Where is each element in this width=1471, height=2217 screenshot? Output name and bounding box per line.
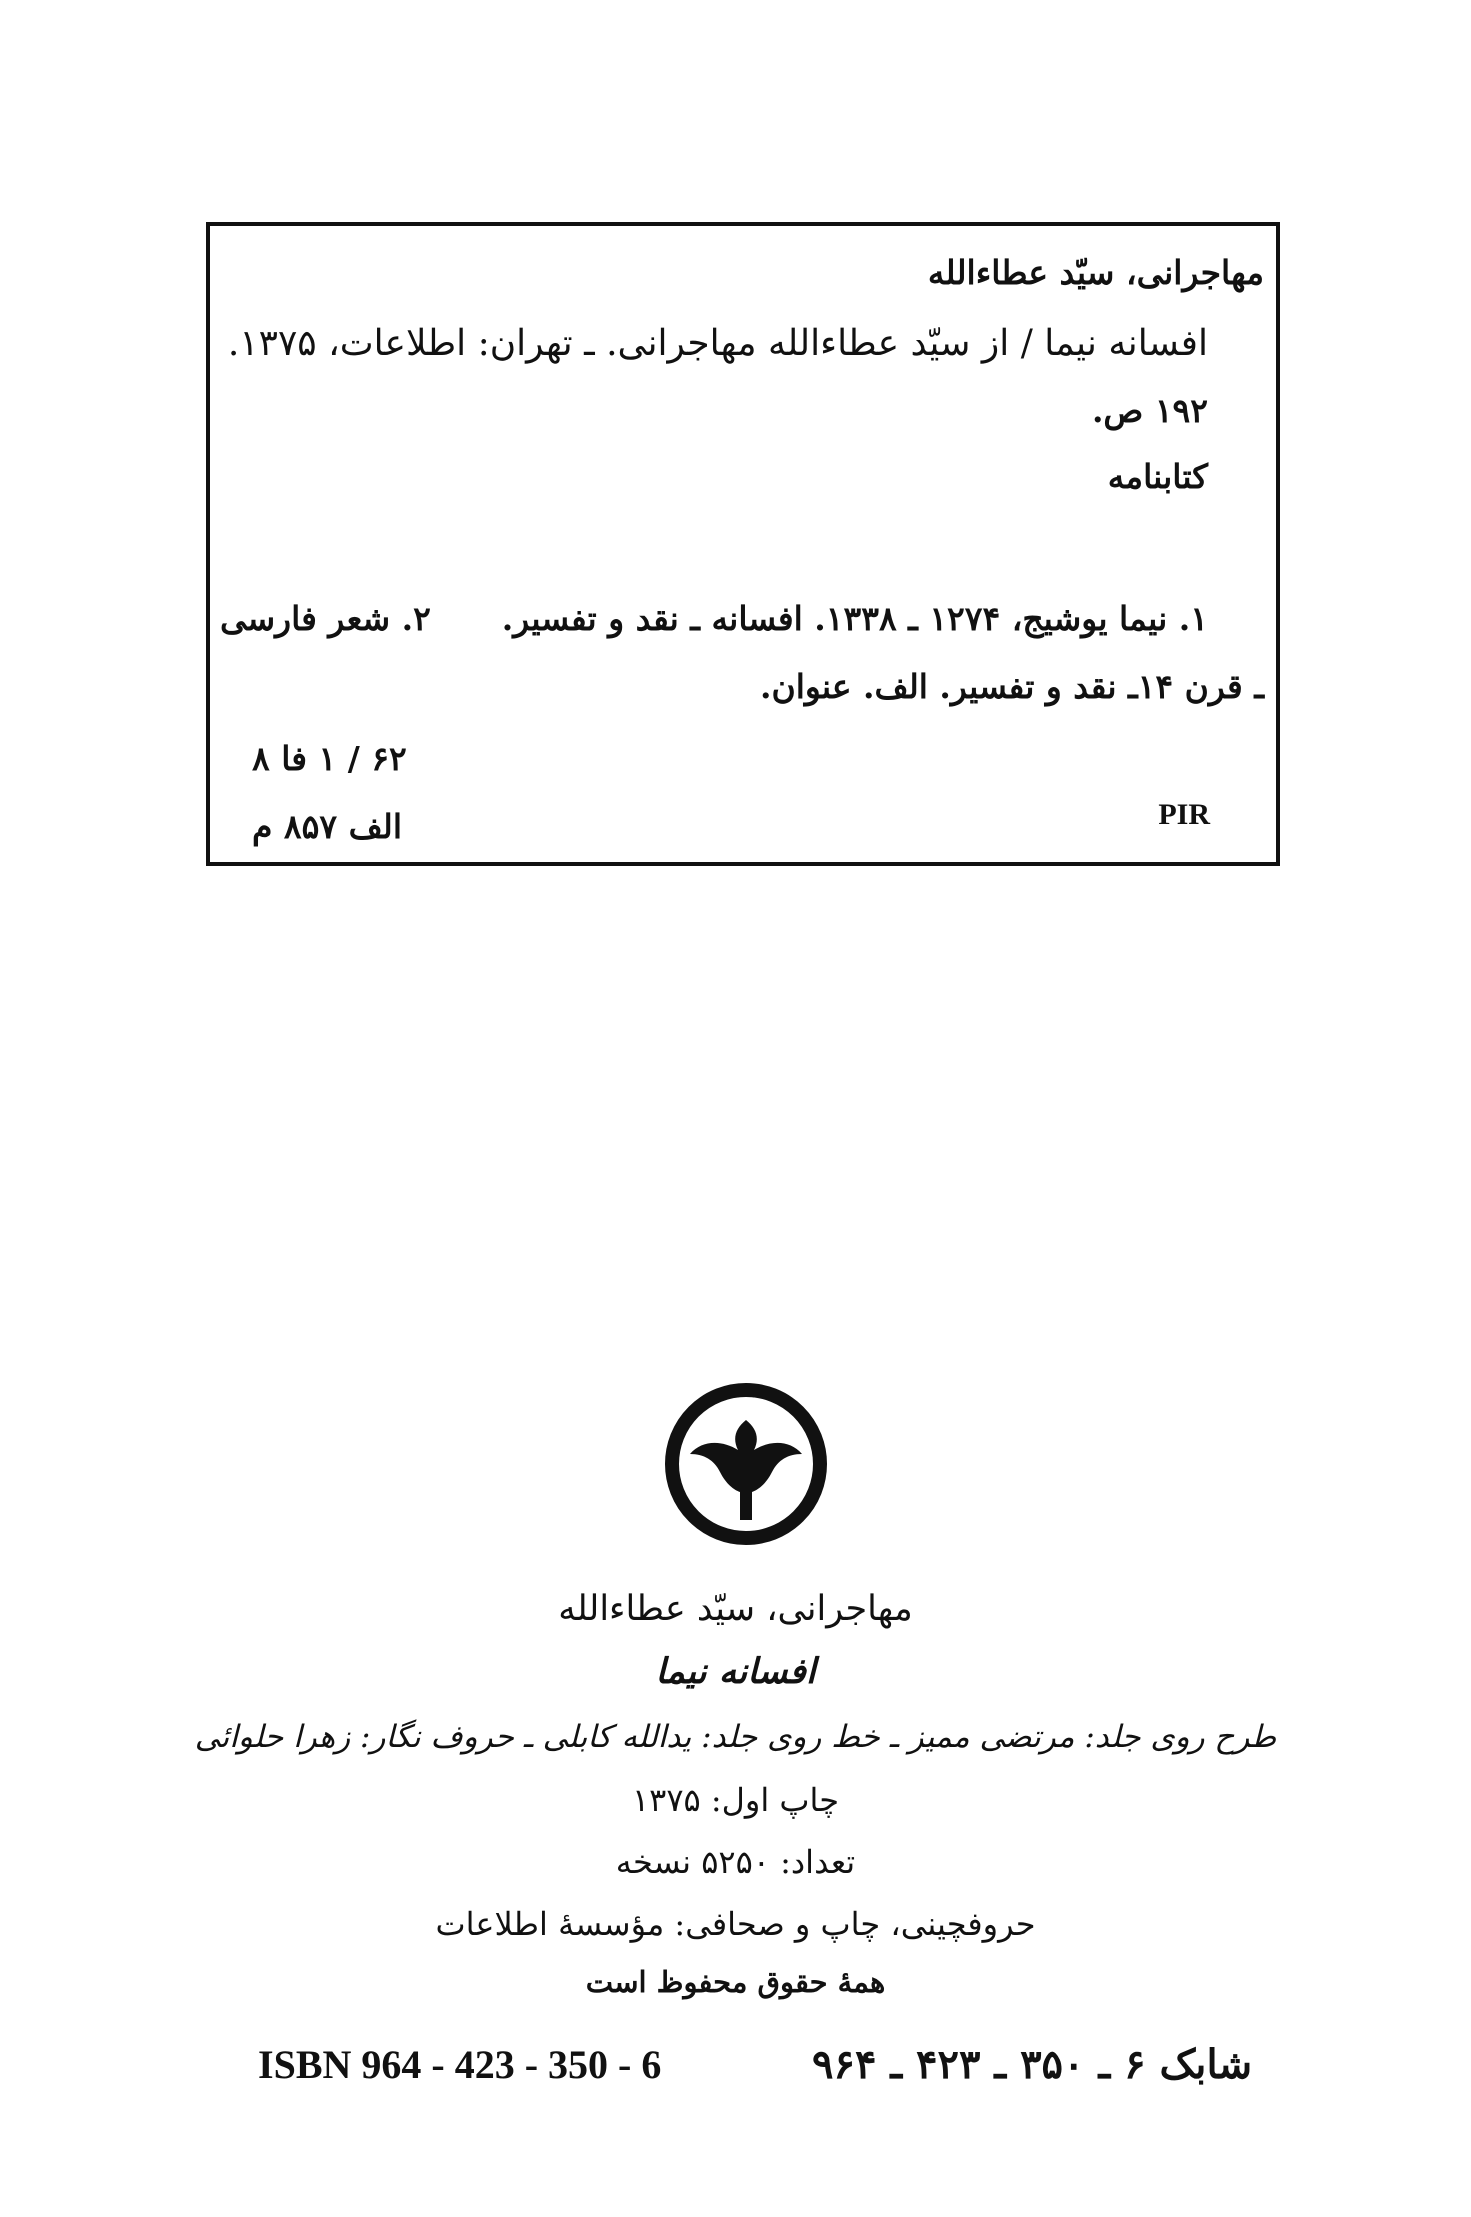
- card-subject-1: ۱. نیما یوشیج، ۱۲۷۴ ـ ۱۳۳۸. افسانه ـ نقد و تفسیر.: [501, 599, 1208, 638]
- card-classification-1: ۶۲ / ۱ فا ۸: [252, 739, 407, 778]
- imprint-rights: همهٔ حقوق محفوظ است: [585, 1965, 886, 1999]
- card-author: مهاجرانی، سیّد عطاءالله: [927, 253, 1264, 292]
- imprint-shabak: شابک ۶ ـ ۳۵۰ ـ ۴۲۳ ـ ۹۶۴: [812, 2041, 1253, 2088]
- publisher-emblem-icon: [662, 1380, 830, 1548]
- imprint-isbn: ISBN 964 - 423 - 350 - 6: [258, 2042, 662, 2087]
- card-subject-3: ـ قرن ۱۴ـ نقد و تفسیر. الف. عنوان.: [759, 667, 1264, 706]
- card-classification-2: الف ۸۵۷ م: [252, 807, 402, 846]
- imprint-edition: چاپ اول: ۱۳۷۵: [631, 1781, 840, 1819]
- imprint-title: افسانه نیما: [655, 1651, 816, 1692]
- catalog-card: [206, 222, 1280, 866]
- card-title-line: افسانه نیما / از سیّد عطاءالله مهاجرانی. ـ تهران: اطلاعات، ۱۳۷۵.: [227, 323, 1208, 364]
- card-bibliography: کتابنامه: [1107, 457, 1208, 496]
- card-subject-2: ۲. شعر فارسی: [220, 599, 431, 638]
- card-pages: ۱۹۲ ص.: [1091, 391, 1208, 430]
- imprint-copies: تعداد: ۵۲۵۰ نسخه: [615, 1843, 856, 1881]
- imprint-credits: طرح روی جلد: مرتضی ممیز ـ خط روی جلد: یدالله کابلی ـ حروف نگار: زهرا حلوائی: [194, 1719, 1277, 1755]
- imprint-printer: حروفچینی، چاپ و صحافی: مؤسسهٔ اطلاعات: [435, 1905, 1036, 1943]
- card-pir: PIR: [1158, 798, 1210, 831]
- imprint-author: مهاجرانی، سیّد عطاءالله: [558, 1589, 913, 1629]
